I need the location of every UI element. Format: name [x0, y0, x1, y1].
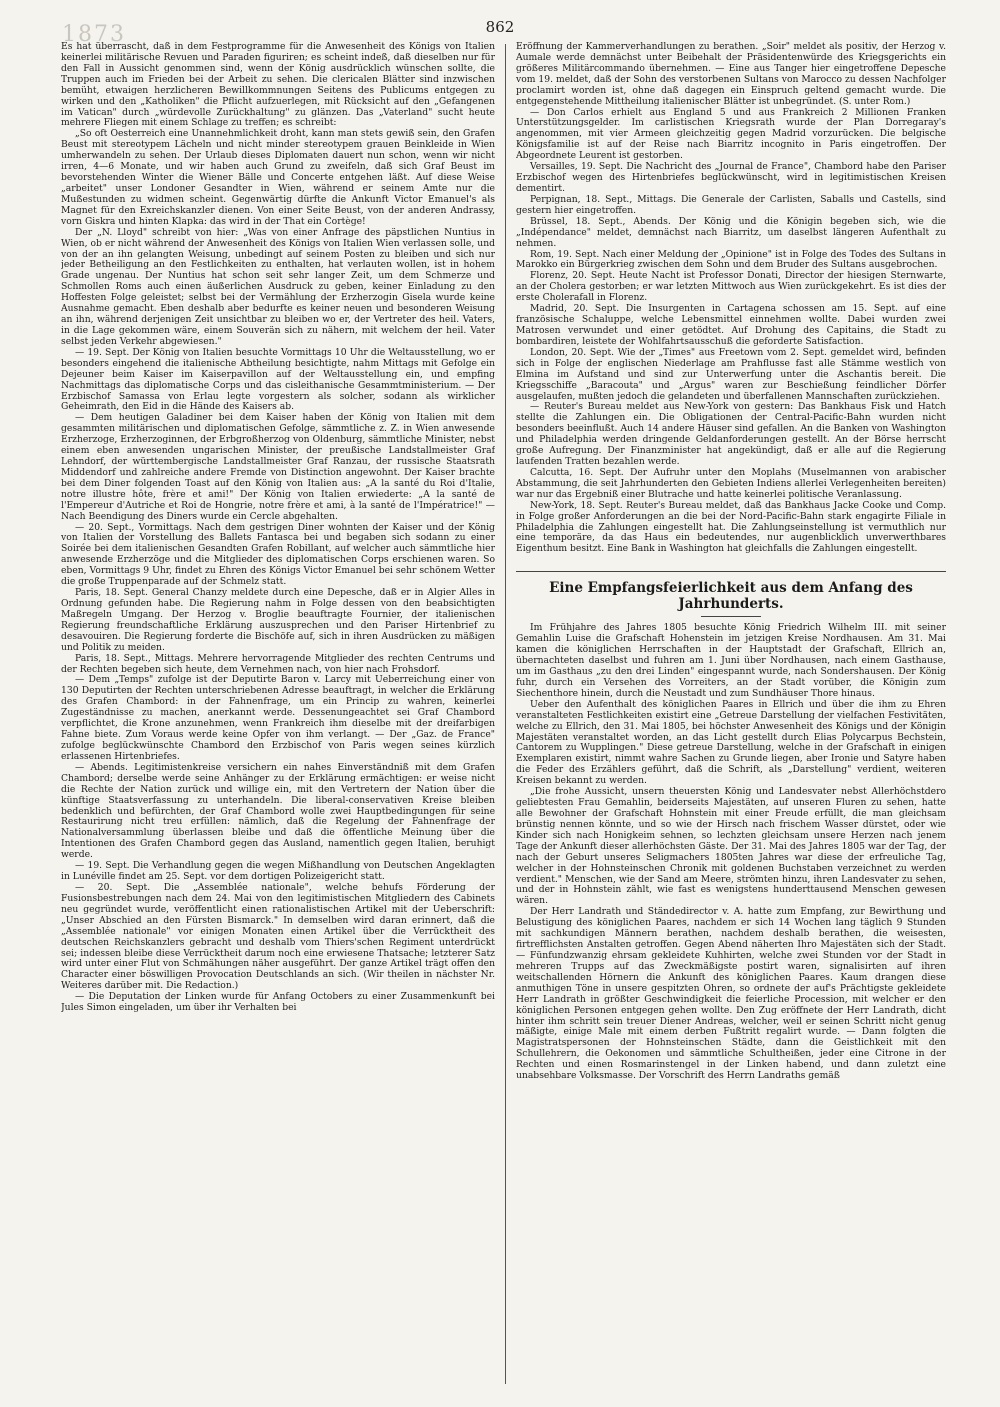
article-paragraph: „Die frohe Aussicht, unsern theuersten König und Landesvater nebst Allerhöchstdero geliebtesten Frau Gemahlin, beiderseits Majestäten, auf unseren Fluren zu sehen, hatte alle Bewohner der Grafschaft Hohnstein mit einer Freude erfüllt, die man gleichsam brünstig nennen könnte, und so wie der Hirsch nach frischem Wasser dürstet, oder wie Kinder sich nach Honigkeim sehnen, so lechzten gleichsam unsere Herzen nach jenem Tage der Ankunft dieser allerhöchsten Gäste. Der 31. Mai des Jahres 1805 war der Tag, der nach der Geburt unseres Seligmachers 1805ten Jahres war diese der erfreuliche Tag, welcher in der Hohnsteinschen Chronik mit goldenen Buchstaben verzeichnet zu werden verdient." Menschen, wie der Sand am Meere, strömten hinzu, ihren Landesvater zu sehen, und der in Hohnstein zählt, wie fast es wenigstens hunderttausend Menschen gewesen wären.: [516, 786, 946, 907]
article-paragraph: Brüssel, 18. Sept., Abends. Der König und die Königin begeben sich, wie die „Indépendance" meldet, demnächst nach Biarritz, um daselbst längeren Aufenthalt zu nehmen.: [516, 215, 946, 249]
article-paragraph: Ueber den Aufenthalt des königlichen Paares in Ellrich und über die ihm zu Ehren veranstalteten Festlichkeiten existirt eine „Getreue Darstellung der vielfachen Festivitäten, welche zu Ellrich, den 31. Mai 1805, bei höchster Anwesenheit des Königs und der Königin Majestäten veranstaltet worden, an das Licht gestellt durch Elias Polycarpus Bechstein, Cantorem zu Wupplingen." Diese getreue Darstellung, welche in der Grafschaft in einigen Exemplaren existirt, nimmt wahre Sachen zu Grunde liegen, aber Ironie und Satyre haben die Feder des Erzählers geführt, daß die Schrift, als „Darstellung" verdient, weiteren Kreisen bekannt zu werden.: [516, 698, 946, 787]
article-paragraph: „So oft Oesterreich eine Unannehmlichkeit droht, kann man stets gewiß sein, den Grafen Beust mit stereotypem Lächeln und nicht minder stereotypem grauen Beinkleide in Wien umherwandeln zu sehen. Der Urlaub dieses Diplomaten dauert nun schon, wenn wir nicht irren, 4—6 Monate, und wir haben auch Grund zu zweifeln, daß sich Graf Beust im bevorstehenden Winter die Wiener Bälle und Concerte entgehen läßt. Auf diese Weise „arbeitet" unser Londoner Gesandter in Wien, während er seinem Amte nur die Mußestunden zu widmen scheint. Gegenwärtig dürfte die Ankunft Victor Emanuel's als Magnet für den Exreichskanzler dienen. Von einer Seite Beust, von der anderen Andrassy, vorn Giskra und hinten Klapka: das wird in der That ein Cortège!: [61, 128, 495, 227]
article-paragraph: New-York, 18. Sept. Reuter's Bureau meldet, daß das Bankhaus Jacke Cooke und Comp. in Folge großer Anforderungen an die bei der Nord-Pacific-Bahn stark engagirte Filiale in Philadelphia die Zahlungen eingestellt hat. Die Zahlungseinstellung ist vermuthlich nur eine temporäre, da das Haus ein bedeutendes, nur augenblicklich unverwerthbares Eigenthum besitzt. Eine Bank in Washington hat gleichfalls die Zahlungen eingestellt.: [516, 499, 946, 555]
article-paragraph: — 19. Sept. Die Verhandlung gegen die wegen Mißhandlung von Deutschen Angeklagten in Lunéville findet am 25. Sept. vor dem dortigen Polizeigericht statt.: [61, 860, 495, 883]
article-paragraph: Madrid, 20. Sept. Die Insurgenten in Cartagena schossen am 15. Sept. auf eine französische Schaluppe, welche Lebensmittel einnehmen wollte. Dabei wurden zwei Matrosen verwundet und einer getödtet. Auf Drohung des Capitains, die Stadt zu bombardiren, leistete der Wohlfahrtsausschuß die geforderte Satisfaction.: [516, 303, 946, 347]
article-paragraph: Florenz, 20. Sept. Heute Nacht ist Professor Donati, Director der hiesigen Sternwarte, an der Cholera gestorben; er war letzten Mittwoch aus Wien zurückgekehrt. Es ist dies der erste Cholerafall in Florenz.: [516, 270, 946, 304]
left-column: [61, 42, 495, 1387]
article-paragraph: Versailles, 19. Sept. Die Nachricht des „Journal de France", Chambord habe den Pariser Erzbischof wegen des Hirtenbriefes beglückwünscht, wird in legitimistischen Kreisen dementirt.: [516, 161, 946, 194]
article-paragraph: Perpignan, 18. Sept., Mittags. Die Generale der Carlisten, Saballs und Castells, sind gestern hier eingetroffen.: [516, 193, 946, 216]
page-number: 862: [485, 18, 515, 36]
article-paragraph: Der „N. Lloyd" schreibt von hier: „Was von einer Anfrage des päpstlichen Nuntius in Wien, ob er nicht während der Anwesenheit des Königs von Italien Wien verlassen solle, und von der an ihn gelangten Weisung, unbedingt auf seinem Posten zu bleiben und sich nur jeder Betheiligung an den Festlichkeiten zu enthalten, hat verlauten wollen, ist in hohem Grade ungenau. Der Nuntius hat schon seit sehr langer Zeit, um dem Schmerze und Schmollen Roms auch einen äußerlichen Ausdruck zu geben, keiner Einladung zu den Hoffesten Folge geleistet; selbst bei der Vermählung der Erzherzogin Gisela wurde keine Ausnahme gemacht. Eben deshalb aber bedurfte es keiner neuen und besonderen Weisung an ihn, während derjenigen Zeit unsichtbar zu bleiben wo er, der Vertreter des heil. Vaters, in die Lage gekommen wäre, einem Souverän sich zu nähern, mit welchem der heil. Vater selbst jeden Verkehr abgewiesen.": [61, 226, 495, 347]
article-paragraph: Im Frühjahre des Jahres 1805 besuchte König Friedrich Wilhelm III. mit seiner Gemahlin Luise die Grafschaft Hohenstein im jetzigen Kreise Nordhausen. Am 31. Mai kamen die königlichen Herrschaften in der Hauptstadt der Grafschaft, Ellrich an, übernachteten daselbst und fuhren am 1. Juni über Nordhausen, nach einem Gasthause, um im Gasthaus „zu den drei Linden" eingespannt wurde, nach Sondershausen. Der König fuhr, durch ein Versehen des Vorreiters, an der Stadt vorüber, die Königin zum Siechenthore hinein, durch die Neustadt und zum Sundhäuser Thore hinaus.: [516, 622, 946, 699]
right-column: [516, 42, 946, 1387]
article-paragraph: — Don Carlos erhielt aus England 5 und aus Frankreich 2 Millionen Franken Unterstützungsgelder. Im carlistischen Kriegsrath wurde der Plan Dorregaray's angenommen, mit vier Armeen gleichzeitig gegen Madrid vorzurücken. Die belgische Königsfamilie ist auf der Reise nach Biarritz incognito in Paris eingetroffen. Der Abgeordnete Leurent ist gestorben.: [516, 106, 946, 162]
feuilleton-heading: [516, 571, 946, 617]
article-paragraph: Rom, 19. Sept. Nach einer Meldung der „Opinione" ist in Folge des Todes des Sultans in Marokko ein Bürgerkrieg zwischen dem Sohn und dem Bruder des Sultans ausgebrochen.: [516, 248, 946, 271]
article-paragraph: — Dem „Temps" zufolge ist der Deputirte Baron v. Larcy mit Ueberreichung einer von 130 Deputirten der Rechten unterschriebenen Adresse beauftragt, in welcher die Erklärung des Grafen Chambord: in der Fahnenfrage, um ein Princip zu wahren, keinerlei Zugeständnisse zu machen, anerkannt werde. Dessenungeachtet sei Graf Chambord verpflichtet, die Krone anzunehmen, wenn Frankreich ihm dieselbe mit der dreifarbigen Fahne biete. Zum Voraus werde keine Opfer von ihm verlangt. — Der „Gaz. de France" zufolge beglückwünschte Chambord den Erzbischof von Paris wegen seines kürzlich erlassenen Hirtenbriefes.: [61, 674, 495, 762]
article-paragraph: Der Herr Landrath und Ständedirector v. A. hatte zum Empfang, zur Bewirthung und Belustigung des königlichen Paares, nachdem er sich 14 Wochen lang täglich 9 Stunden mit sachkundigen Männern berathen, nachdem deshalb berathen, die weisesten, firtrefflichsten Anstalten getroffen. Gegen Abend näherten Ihro Majestäten sich der Stadt. — Fünfundzwanzig ehrsam gekleidete Kuhhirten, welche zwei Stunden vor der Stadt in mehreren Trupps auf das Zweckmäßigste postirt waren, signalisirten auf ihren weitschallenden Hörnern die Ankunft des königlichen Paares. Kaum drangen diese anmuthigen Töne in unsere gespitzten Ohren, so ordnete der auf's Prächtigste gekleidete Herr Landrath in größter Geschwindigkeit die feierliche Procession, mit welcher er den königlichen Personen entgegen gehen wollte. Den Zug eröffnete der Herr Landrath, dicht hinter ihm schritt sein treuer Diener Andreas, welcher, weil er seinen Schritt nicht genug mäßigte, einige Male mit einem derben Fußtritt regalirt wurde. — Dann folgten die Magistratspersonen der Hohnsteinschen Städte, dann die Geistlichkeit mit den Schullehrern, die Oekonomen und sämmtliche Schultheißen, jeder eine Citrone in der Rechten und einen Rosmarinstengel in der Linken habend, und dann zuletzt eine unabsehbare Volksmasse. Der Vorschrift des Herrn Landraths gemäß: [516, 906, 946, 1082]
article-paragraph: — 19. Sept. Der König von Italien besuchte Vormittags 10 Uhr die Weltausstellung, wo er besonders eingehend die italienische Abtheilung besichtigte, nahm Mittags mit Gefolge ein Dejeuner beim Kaiser im Kaiserpavillon auf der Weltausstellung ein, und empfing Nachmittags das diplomatische Corps und das cisleithanische Gesammtministerium. — Der Erzbischof Samassa von Erlau legte vorgestern als solcher, sodann als wirklicher Geheimrath, den Eid in die Hände des Kaisers ab.: [61, 346, 495, 413]
article-paragraph: Paris, 18. Sept., Mittags. Mehrere hervorragende Mitglieder des rechten Centrums und der Rechten begeben sich heute, dem Vernehmen nach, von hier nach Frohsdorf.: [61, 652, 495, 675]
article-paragraph: London, 20. Sept. Wie der „Times" aus Freetown vom 2. Sept. gemeldet wird, befinden sich in Folge der englischen Niederlage am Prahflusse fast alle Stämme westlich von Elmina im Aufstand und sind zur Unterwerfung unter die Aschantis bereit. Die Kriegsschiffe „Baracouta" und „Argus" waren zur Beschießung feindlicher Dörfer ausgelaufen, mußten jedoch die gelandeten und überfallenen Mannschaften zurückziehen.: [516, 346, 946, 402]
article-paragraph: Calcutta, 16. Sept. Der Aufruhr unter den Moplahs (Muselmannen von arabischer Abstammung, die seit Jahrhunderten den Gebieten Indiens allerlei Verlegenheiten bereiten) war nur das Ergebniß einer Blutrache und hatte keinerlei politische Veranlassung.: [516, 466, 946, 500]
article-paragraph: — Reuter's Bureau meldet aus New-York von gestern: Das Bankhaus Fisk und Hatch stellte die Zahlungen ein. Die Obligationen der Central-Pacific-Bahn wurden nicht besonders beeinflußt. Auch 14 andere Häuser sind gefallen. An die Banken von Washington und Philadelphia werden dringende Geldanforderungen gestellt. An der Börse herrscht große Aufregung. Der Finanzminister hat angekündigt, daß er alle auf die Regierung laufenden Tratten bezahlen werde.: [516, 401, 946, 468]
article-paragraph: — 20. Sept., Vormittags. Nach dem gestrigen Diner wohnten der Kaiser und der König von Italien der Vorstellung des Ballets Fantasca bei und begaben sich sodann zu einer Soirée bei dem italienischen Gesandten Grafen Robillant, auf welcher auch sämmtliche hier anwesende Erzherzöge und die Mitglieder des diplomatischen Corps erschienen waren. So eben, Vormittags 9 Uhr, findet zu Ehren des Königs Victor Emanuel bei sehr schönem Wetter die große Truppenparade auf der Schmelz statt.: [61, 521, 495, 588]
library-stamp: 1873: [62, 22, 126, 47]
column-divider: [505, 44, 506, 1384]
article-paragraph: — 20. Sept. Die „Assemblée nationale", welche behufs Förderung der Fusionsbestrebungen nach dem 24. Mai von den legitimistischen Mitgliedern des Cabinets neu gegründet wurde, veröffentlicht einen rationalistischen Artikel mit der Ueberschrift: „Unser Abschied an den Fürsten Bismarck." In demselben wird daran erinnert, daß die „Assemblée nationale" vor einigen Monaten einen Artikel über die Verrücktheit des deutschen Reichskanzlers gebracht und deshalb vom Thiers'schen Regiment unterdrückt sei; indessen bleibe diese Verrücktheit darum noch eine erwiesene Thatsache; letzterer Satz wird unter einer Flut von Schmähungen näher ausgeführt. Der ganze Artikel trägt offen den Character einer böswilligen Provocation Deutschlands an sich. (Wir theilen in nächster Nr. Weiteres darüber mit. Die Redaction.): [61, 881, 495, 992]
article-paragraph: Es hat überrascht, daß in dem Festprogramme für die Anwesenheit des Königs von Italien keinerlei militärische Revuen und Paraden figuriren; es scheint indeß, daß dieselben nur für den Fall in Aussicht genommen sind, wenn der König ausdrücklich wünschen sollte, die Truppen auch im Frieden bei der Arbeit zu sehen. Die clericalen Blätter sind inzwischen bemüht, etwaigen herzlicheren Bewillkommnungen Seitens des Publicums entgegen zu wirken und den „Katholiken" die Pflicht aufzuerlegen, mit Rücksicht auf den „Gefangenen im Vatican" durch „würdevolle Zurückhaltung" zu glänzen. Das „Vaterland" sucht heute mehrere Fliegen mit einem Schlage zu treffen; es schreibt:: [61, 42, 495, 129]
article-paragraph: Eröffnung der Kammerverhandlungen zu berathen. „Soir" meldet als positiv, der Herzog v. Aumale werde demnächst unter Beibehalt der Präsidentenwürde des Kriegsgerichts ein größeres Militärcommando übernehmen. — Eine aus Tanger hier eingetroffene Depesche vom 19. meldet, daß der Sohn des verstorbenen Sultans von Marocco zu dessen Nachfolger proclamirt worden ist, ohne daß dagegen ein Einspruch geltend gemacht wurde. Die entgegenstehende Mittheilung italienischer Blätter ist unbegründet. (S. unter Rom.): [516, 42, 946, 107]
article-paragraph: — Abends. Legitimistenkreise versichern ein nahes Einverständniß mit dem Grafen Chambord; derselbe werde seine Anhänger zu der Erklärung ermächtigen: er weise nicht die Rechte der Nation zurück und willige ein, mit den Vertretern der Nation über die künftige Staatsverfassung zu unterhandeln. Die liberal-conservativen Kreise bleiben bedenklich und befürchten, der Graf Chambord wolle zwei Hauptbedingungen für seine Restaurirung nicht treu erfüllen: nämlich, daß die Regelung der Fahnenfrage der Nationalversammlung überlassen bleibe und daß die öffentliche Meinung über die Intentionen des Grafen Chambord gegen das Ausland, namentlich gegen Italien, beruhigt werde.: [61, 761, 495, 861]
article-paragraph: — Dem heutigen Galadiner bei dem Kaiser haben der König von Italien mit dem gesammten militärischen und diplomatischen Gefolge, sämmtliche z. Z. in Wien anwesende Erzherzoge, Erzherzoginnen, der Erbgroßherzog von Oldenburg, sämmtliche Minister, nebst einem eben anwesenden ungarischen Minister, der preußische Landstallmeister Graf Lehndorf, der württembergische Landstallmeister Graf Ranzau, der russische Staatsrath Middendorf und zahlreiche andere Fremde von Distinction angewohnt. Der Kaiser brachte bei dem Diner folgenden Toast auf den König von Italien aus: „A la santé du Roi d'Italie, notre illustre hôte, frère et ami!" Der König von Italien erwiederte: „A la santé de l'Empereur d'Autriche et Roi de Hongrie, notre frère et ami, à la santé de l'Impératrice!" — Nach Beendigung des Diners wurde ein Cercle abgehalten.: [61, 412, 495, 522]
heading-rule: [701, 616, 761, 617]
article-paragraph: Paris, 18. Sept. General Chanzy meldete durch eine Depesche, daß er in Algier Alles in Ordnung gefunden habe. Die Regierung nahm in Folge dessen von den beabsichtigten Maßregeln Umgang. Der Herzog v. Broglie beauftragte Fournier, der italienischen Regierung freundschaftliche Erklärung auszusprechen und den Pariser Hirtenbrief zu desavouiren. Die Regierung forderte die Bischöfe auf, sich in ihren Ausdrücken zu mäßigen und Politik zu meiden.: [61, 587, 495, 653]
article-paragraph: — Die Deputation der Linken wurde für Anfang Octobers zu einer Zusammenkunft bei Jules Simon eingeladen, um über ihr Verhalten bei: [61, 991, 495, 1014]
feuilleton-title: Eine Empfangsfeierlichkeit aus dem Anfang des Jahrhunderts.: [549, 580, 913, 613]
